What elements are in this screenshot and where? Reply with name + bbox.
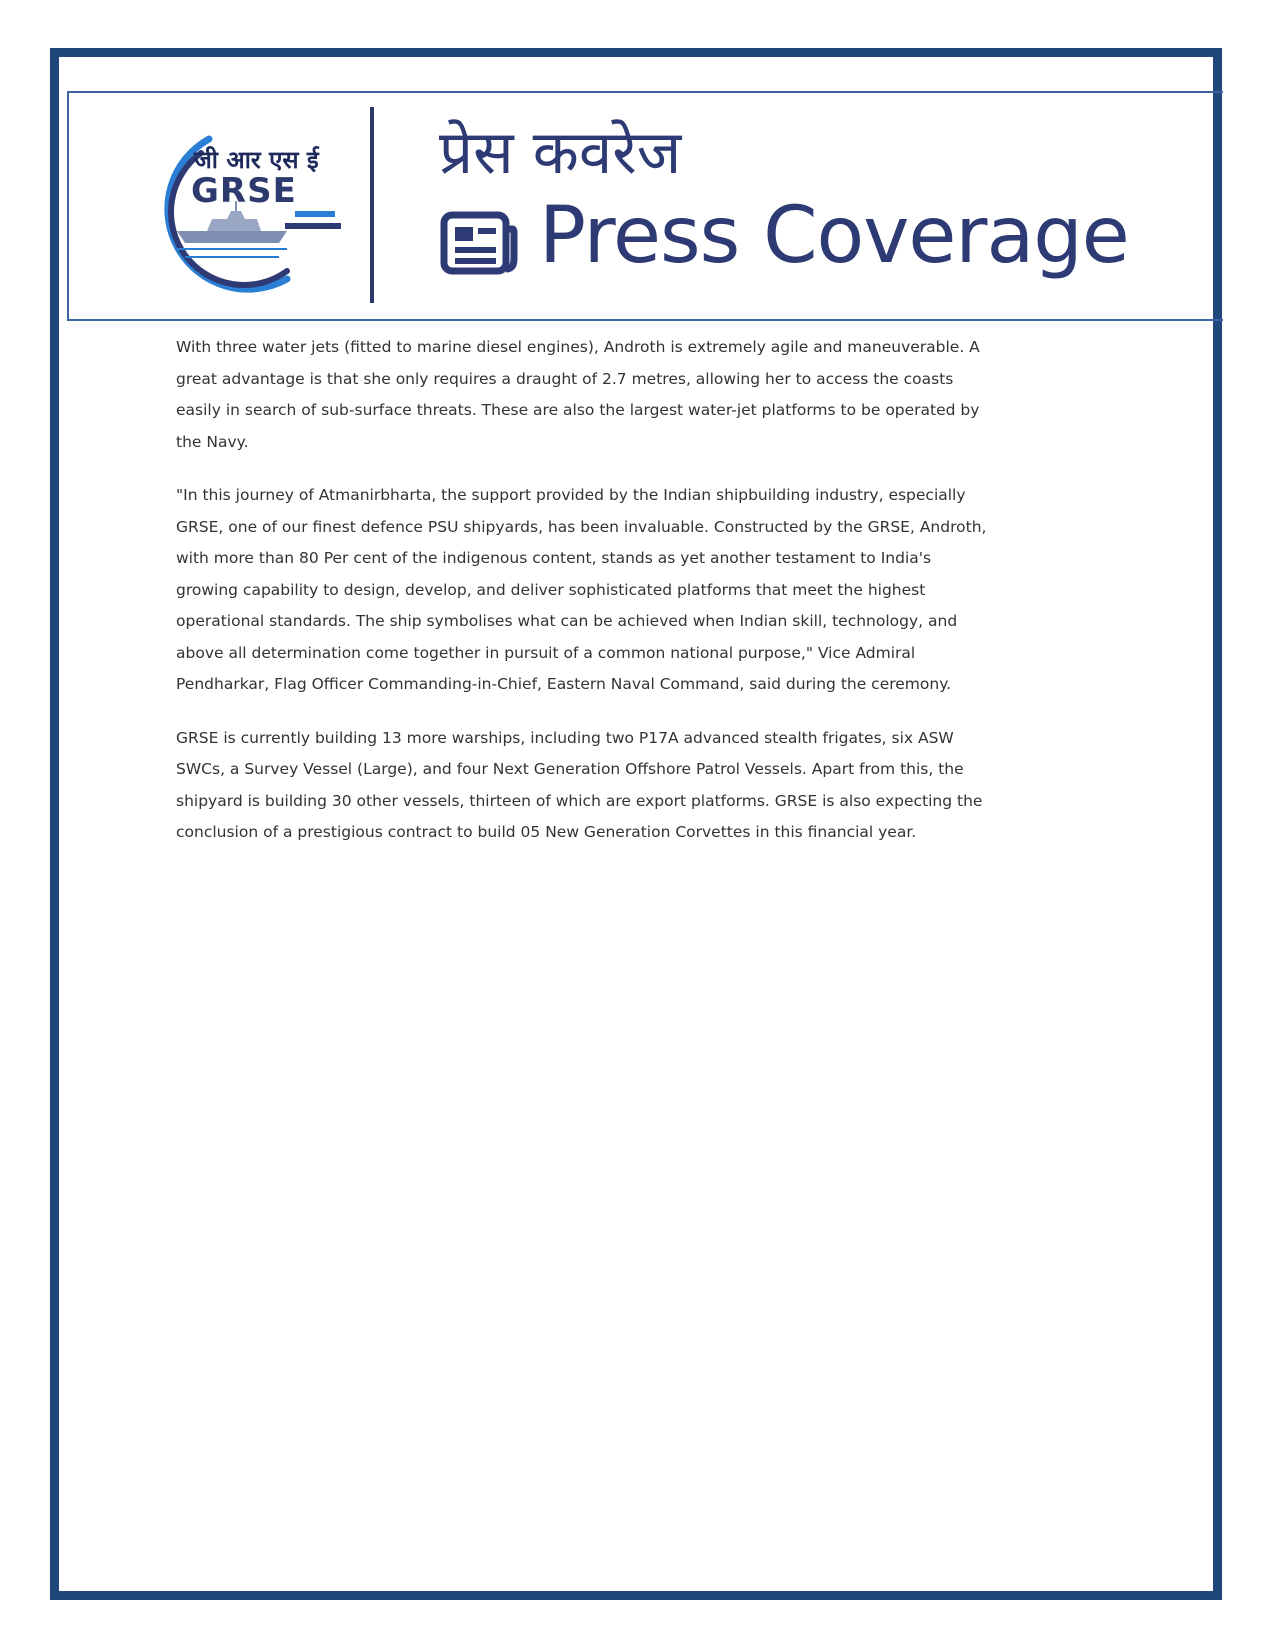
press-coverage-header: [67, 91, 1223, 321]
logo-hindi-text: जी आर एस ई: [194, 146, 319, 174]
article-paragraph: With three water jets (fitted to marine diesel engines), Androth is extremely agile and maneuverable. A great advantage is that she only requires a draught of 2.7 metres, allowing her to access the coasts easily in search of sub-surface threats. These are also the largest water-jet platforms to be operated by the Navy.: [176, 338, 980, 451]
grse-logo: [137, 131, 357, 301]
article-body: [176, 332, 988, 871]
header-divider: [370, 107, 374, 303]
newspaper-icon: [440, 211, 518, 275]
hindi-title: प्रेस कवरेज: [439, 118, 682, 188]
page-title: Press Coverage: [539, 191, 1129, 281]
page-frame: [50, 48, 1222, 1600]
logo-text: GRSE: [191, 171, 297, 211]
article-paragraph: "In this journey of Atmanirbharta, the support provided by the Indian shipbuilding industry, especially GRSE, one of our finest defence PSU shipyards, has been invaluable. Constructed by the GRSE, Androth, with more than 80 Per cent of the indigenous content, stands as yet another testament to India's growing capability to design, develop, and deliver sophisticated platforms that meet the highest operational standards. The ship symbolises what can be achieved when Indian skill, technology, and above all determination come together in pursuit of a common national purpose," Vice Admiral Pendharkar, Flag Officer Commanding-in-Chief, Eastern Naval Command, said during the ceremony.: [176, 486, 987, 693]
article-paragraph: GRSE is currently building 13 more warships, including two P17A advanced stealth frigates, six ASW SWCs, a Survey Vessel (Large), and four Next Generation Offshore Patrol Vessels. Apart from this, the shipyard is building 30 other vessels, thirteen of which are export platforms. GRSE is also expecting the conclusion of a prestigious contract to build 05 New Generation Corvettes in this financial year.: [176, 728, 983, 841]
